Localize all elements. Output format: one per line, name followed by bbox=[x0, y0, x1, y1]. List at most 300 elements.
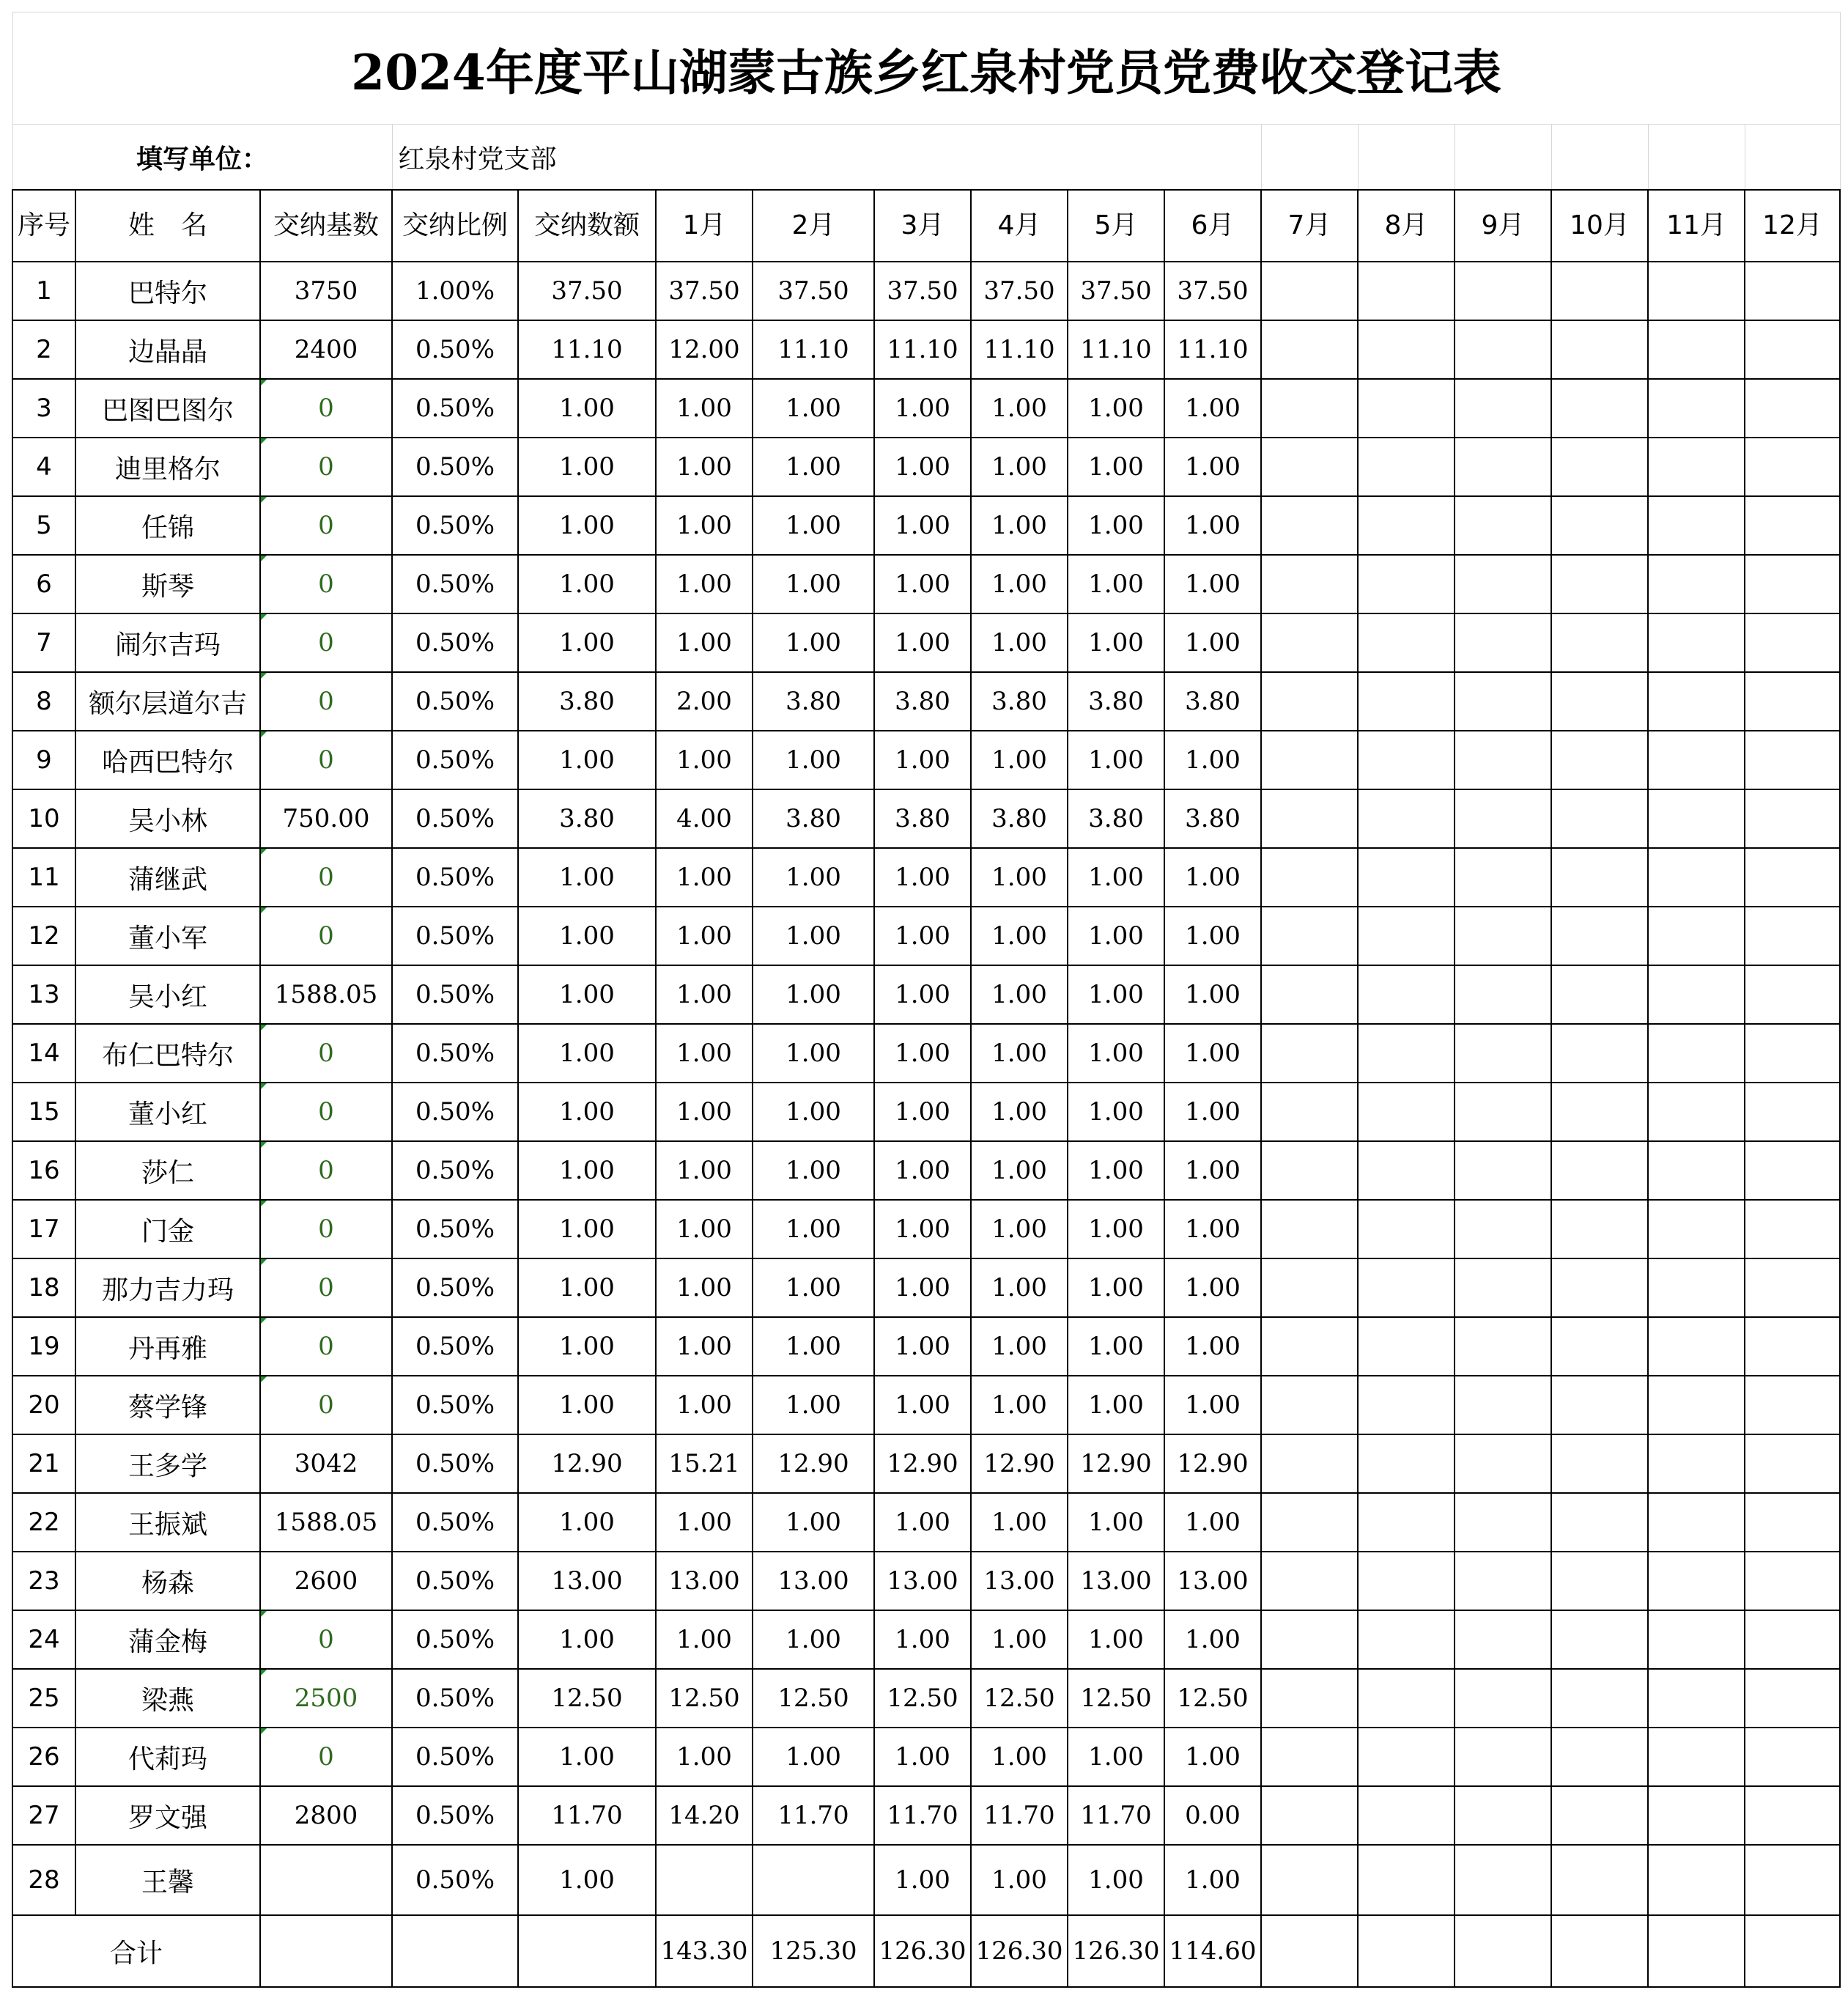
month-cell: 1.00 bbox=[1164, 613, 1261, 672]
empty-month-cell bbox=[1648, 1317, 1745, 1376]
month-cell: 11.70 bbox=[1068, 1786, 1164, 1845]
month-cell: 1.00 bbox=[1164, 1317, 1261, 1376]
base-cell: 0 bbox=[260, 1610, 392, 1669]
ratio-cell: 0.50% bbox=[392, 1728, 518, 1786]
name-cell: 闹尔吉玛 bbox=[75, 613, 260, 672]
month-cell: 1.00 bbox=[656, 1141, 753, 1200]
month-cell: 3.80 bbox=[874, 789, 971, 848]
month-cell: 1.00 bbox=[753, 555, 874, 613]
empty-month-cell bbox=[1551, 1317, 1648, 1376]
empty-month-cell bbox=[1455, 1915, 1551, 1987]
name-cell: 董小军 bbox=[75, 907, 260, 965]
month-cell: 1.00 bbox=[656, 438, 753, 496]
month-cell: 1.00 bbox=[656, 555, 753, 613]
table-row bbox=[12, 965, 1840, 1024]
month-cell: 1.00 bbox=[656, 907, 753, 965]
column-header: 3月 bbox=[874, 190, 971, 262]
month-cell: 1.00 bbox=[753, 907, 874, 965]
amount-cell: 3.80 bbox=[518, 789, 656, 848]
month-cell: 37.50 bbox=[656, 262, 753, 320]
empty-month-cell bbox=[1261, 1493, 1358, 1552]
column-header: 交纳基数 bbox=[260, 190, 392, 262]
month-cell: 1.00 bbox=[874, 907, 971, 965]
amount-cell: 12.50 bbox=[518, 1669, 656, 1728]
empty-month-cell bbox=[1261, 848, 1358, 907]
table-row bbox=[12, 1141, 1840, 1200]
name-cell: 王馨 bbox=[75, 1845, 260, 1915]
page-title: 2024年度平山湖蒙古族乡红泉村党员党费收交登记表 bbox=[12, 12, 1840, 125]
base-cell: 0 bbox=[260, 1258, 392, 1317]
month-cell: 1.00 bbox=[1068, 613, 1164, 672]
empty-month-cell bbox=[1261, 672, 1358, 731]
month-cell: 1.00 bbox=[971, 438, 1068, 496]
base-cell: 0 bbox=[260, 907, 392, 965]
name-cell: 迪里格尔 bbox=[75, 438, 260, 496]
month-cell: 1.00 bbox=[971, 1258, 1068, 1317]
empty-month-cell bbox=[1648, 731, 1745, 789]
month-cell: 12.50 bbox=[753, 1669, 874, 1728]
name-cell: 斯琴 bbox=[75, 555, 260, 613]
month-cell: 3.80 bbox=[1164, 789, 1261, 848]
empty-month-cell bbox=[1261, 1552, 1358, 1610]
empty-cell bbox=[1648, 125, 1745, 191]
total-label: 合计 bbox=[12, 1915, 260, 1987]
empty-month-cell bbox=[1358, 1610, 1455, 1669]
empty-month-cell bbox=[1551, 1258, 1648, 1317]
month-cell: 1.00 bbox=[656, 1024, 753, 1083]
month-cell: 1.00 bbox=[971, 1493, 1068, 1552]
empty-month-cell bbox=[1745, 1669, 1840, 1728]
empty-month-cell bbox=[1551, 379, 1648, 438]
month-cell: 1.00 bbox=[874, 1728, 971, 1786]
empty-cell bbox=[1455, 125, 1551, 191]
empty-month-cell bbox=[1358, 1376, 1455, 1434]
ratio-cell: 0.50% bbox=[392, 379, 518, 438]
empty-month-cell bbox=[1261, 1376, 1358, 1434]
month-cell: 1.00 bbox=[656, 1376, 753, 1434]
unit-label: 填写单位： bbox=[12, 125, 392, 191]
table-row bbox=[12, 1728, 1840, 1786]
table-row bbox=[12, 1552, 1840, 1610]
ratio-cell: 0.50% bbox=[392, 1141, 518, 1200]
empty-month-cell bbox=[1745, 496, 1840, 555]
base-cell: 0 bbox=[260, 1141, 392, 1200]
month-cell: 1.00 bbox=[1164, 731, 1261, 789]
month-cell: 1.00 bbox=[971, 1200, 1068, 1258]
empty-month-cell bbox=[1261, 1845, 1358, 1915]
table-row bbox=[12, 1200, 1840, 1258]
empty-month-cell bbox=[1455, 1317, 1551, 1376]
empty-month-cell bbox=[1358, 1552, 1455, 1610]
empty-month-cell bbox=[1455, 1786, 1551, 1845]
empty-month-cell bbox=[1358, 438, 1455, 496]
empty-month-cell bbox=[1261, 1317, 1358, 1376]
amount-cell: 1.00 bbox=[518, 1610, 656, 1669]
name-cell: 门金 bbox=[75, 1200, 260, 1258]
amount-cell: 1.00 bbox=[518, 379, 656, 438]
empty-cell bbox=[1745, 125, 1840, 191]
table-row bbox=[12, 1669, 1840, 1728]
month-cell: 1.00 bbox=[656, 379, 753, 438]
empty-month-cell bbox=[1551, 320, 1648, 379]
month-cell: 1.00 bbox=[971, 1083, 1068, 1141]
base-cell: 0 bbox=[260, 379, 392, 438]
total-row bbox=[12, 1915, 1840, 1987]
month-cell: 12.50 bbox=[874, 1669, 971, 1728]
month-cell: 1.00 bbox=[1068, 1610, 1164, 1669]
empty-month-cell bbox=[1745, 1610, 1840, 1669]
empty-month-cell bbox=[1745, 613, 1840, 672]
month-cell: 1.00 bbox=[656, 1258, 753, 1317]
column-header: 交纳数额 bbox=[518, 190, 656, 262]
month-cell: 1.00 bbox=[874, 1258, 971, 1317]
table-row bbox=[12, 1083, 1840, 1141]
month-cell: 1.00 bbox=[1164, 555, 1261, 613]
empty-month-cell bbox=[1261, 379, 1358, 438]
month-cell: 1.00 bbox=[874, 1376, 971, 1434]
empty-month-cell bbox=[1745, 1434, 1840, 1493]
month-cell: 1.00 bbox=[874, 1845, 971, 1915]
month-cell: 11.10 bbox=[753, 320, 874, 379]
base-cell: 0 bbox=[260, 672, 392, 731]
month-cell: 1.00 bbox=[753, 1610, 874, 1669]
month-cell: 11.10 bbox=[971, 320, 1068, 379]
empty-month-cell bbox=[1455, 1493, 1551, 1552]
month-cell: 1.00 bbox=[656, 1728, 753, 1786]
ratio-cell: 0.50% bbox=[392, 848, 518, 907]
empty-month-cell bbox=[1745, 320, 1840, 379]
empty-month-cell bbox=[1648, 438, 1745, 496]
ratio-cell: 0.50% bbox=[392, 1258, 518, 1317]
table-row bbox=[12, 320, 1840, 379]
month-cell: 1.00 bbox=[971, 1610, 1068, 1669]
month-cell: 1.00 bbox=[1164, 496, 1261, 555]
empty-month-cell bbox=[1551, 1083, 1648, 1141]
empty-month-cell bbox=[1551, 1493, 1648, 1552]
empty-month-cell bbox=[1745, 1786, 1840, 1845]
month-cell: 1.00 bbox=[656, 496, 753, 555]
month-cell: 1.00 bbox=[753, 731, 874, 789]
month-cell: 11.70 bbox=[971, 1786, 1068, 1845]
base-cell: 3750 bbox=[260, 262, 392, 320]
empty-month-cell bbox=[1455, 1434, 1551, 1493]
month-cell: 1.00 bbox=[656, 613, 753, 672]
empty-month-cell bbox=[1261, 496, 1358, 555]
month-cell: 4.00 bbox=[656, 789, 753, 848]
total-month-cell: 143.30 bbox=[656, 1915, 753, 1987]
empty-cell bbox=[518, 1915, 656, 1987]
month-cell: 1.00 bbox=[1164, 1141, 1261, 1200]
empty-month-cell bbox=[1455, 672, 1551, 731]
column-header: 序号 bbox=[12, 190, 75, 262]
month-cell: 1.00 bbox=[971, 1317, 1068, 1376]
empty-month-cell bbox=[1455, 262, 1551, 320]
empty-month-cell bbox=[1261, 907, 1358, 965]
month-cell: 12.90 bbox=[1068, 1434, 1164, 1493]
ratio-cell: 0.50% bbox=[392, 1083, 518, 1141]
empty-month-cell bbox=[1455, 731, 1551, 789]
amount-cell: 1.00 bbox=[518, 1317, 656, 1376]
month-cell: 1.00 bbox=[874, 1200, 971, 1258]
empty-month-cell bbox=[1648, 1728, 1745, 1786]
empty-month-cell bbox=[1648, 1200, 1745, 1258]
empty-month-cell bbox=[1358, 320, 1455, 379]
ratio-cell: 0.50% bbox=[392, 555, 518, 613]
empty-month-cell bbox=[1358, 1200, 1455, 1258]
name-cell: 莎仁 bbox=[75, 1141, 260, 1200]
month-cell: 1.00 bbox=[874, 1141, 971, 1200]
name-cell: 王多学 bbox=[75, 1434, 260, 1493]
month-cell: 1.00 bbox=[656, 1083, 753, 1141]
empty-month-cell bbox=[1551, 731, 1648, 789]
table-row bbox=[12, 907, 1840, 965]
table-row bbox=[12, 848, 1840, 907]
month-cell: 1.00 bbox=[971, 379, 1068, 438]
month-cell: 1.00 bbox=[753, 1493, 874, 1552]
empty-month-cell bbox=[1358, 1786, 1455, 1845]
empty-month-cell bbox=[1455, 1141, 1551, 1200]
empty-month-cell bbox=[1455, 1258, 1551, 1317]
empty-month-cell bbox=[1261, 1434, 1358, 1493]
seq-cell: 18 bbox=[12, 1258, 75, 1317]
seq-cell: 4 bbox=[12, 438, 75, 496]
empty-month-cell bbox=[1648, 262, 1745, 320]
month-cell: 1.00 bbox=[1068, 496, 1164, 555]
empty-month-cell bbox=[1261, 965, 1358, 1024]
month-cell: 12.50 bbox=[656, 1669, 753, 1728]
month-cell: 1.00 bbox=[1164, 1258, 1261, 1317]
empty-month-cell bbox=[1648, 1434, 1745, 1493]
empty-month-cell bbox=[1745, 1141, 1840, 1200]
name-cell: 梁燕 bbox=[75, 1669, 260, 1728]
empty-month-cell bbox=[1358, 613, 1455, 672]
seq-cell: 19 bbox=[12, 1317, 75, 1376]
seq-cell: 7 bbox=[12, 613, 75, 672]
month-cell: 1.00 bbox=[656, 965, 753, 1024]
empty-month-cell bbox=[1745, 1845, 1840, 1915]
amount-cell: 1.00 bbox=[518, 613, 656, 672]
name-cell: 罗文强 bbox=[75, 1786, 260, 1845]
month-cell: 1.00 bbox=[753, 496, 874, 555]
empty-month-cell bbox=[1358, 1669, 1455, 1728]
base-cell: 0 bbox=[260, 496, 392, 555]
empty-month-cell bbox=[1648, 1083, 1745, 1141]
month-cell: 12.90 bbox=[971, 1434, 1068, 1493]
empty-month-cell bbox=[1261, 731, 1358, 789]
table-row bbox=[12, 1845, 1840, 1915]
month-cell: 3.80 bbox=[971, 789, 1068, 848]
month-cell: 1.00 bbox=[874, 965, 971, 1024]
empty-month-cell bbox=[1455, 438, 1551, 496]
seq-cell: 27 bbox=[12, 1786, 75, 1845]
empty-month-cell bbox=[1551, 1200, 1648, 1258]
name-cell: 蒲继武 bbox=[75, 848, 260, 907]
month-cell: 1.00 bbox=[753, 1083, 874, 1141]
empty-month-cell bbox=[1551, 1141, 1648, 1200]
empty-month-cell bbox=[1455, 379, 1551, 438]
month-cell: 13.00 bbox=[874, 1552, 971, 1610]
month-cell: 3.80 bbox=[753, 672, 874, 731]
empty-month-cell bbox=[1648, 1915, 1745, 1987]
ratio-cell: 0.50% bbox=[392, 1552, 518, 1610]
total-month-cell: 126.30 bbox=[971, 1915, 1068, 1987]
seq-cell: 25 bbox=[12, 1669, 75, 1728]
name-cell: 布仁巴特尔 bbox=[75, 1024, 260, 1083]
month-cell: 1.00 bbox=[971, 731, 1068, 789]
month-cell: 1.00 bbox=[1164, 1024, 1261, 1083]
amount-cell: 1.00 bbox=[518, 1258, 656, 1317]
column-header: 4月 bbox=[971, 190, 1068, 262]
empty-month-cell bbox=[1455, 1610, 1551, 1669]
month-cell: 1.00 bbox=[1164, 438, 1261, 496]
month-cell: 11.70 bbox=[874, 1786, 971, 1845]
empty-month-cell bbox=[1551, 1845, 1648, 1915]
empty-month-cell bbox=[1261, 1024, 1358, 1083]
ledger-sheet bbox=[12, 12, 1841, 1988]
ratio-cell: 0.50% bbox=[392, 1317, 518, 1376]
empty-month-cell bbox=[1261, 1786, 1358, 1845]
empty-month-cell bbox=[1455, 555, 1551, 613]
amount-cell: 37.50 bbox=[518, 262, 656, 320]
ratio-cell: 0.50% bbox=[392, 438, 518, 496]
month-cell: 1.00 bbox=[874, 613, 971, 672]
empty-cell bbox=[1551, 125, 1648, 191]
empty-month-cell bbox=[1455, 789, 1551, 848]
empty-month-cell bbox=[1648, 1376, 1745, 1434]
empty-month-cell bbox=[1648, 848, 1745, 907]
column-header: 8月 bbox=[1358, 190, 1455, 262]
empty-month-cell bbox=[1551, 1434, 1648, 1493]
base-cell: 1588.05 bbox=[260, 965, 392, 1024]
month-cell: 1.00 bbox=[1164, 1845, 1261, 1915]
empty-month-cell bbox=[1745, 789, 1840, 848]
ratio-cell: 0.50% bbox=[392, 731, 518, 789]
empty-month-cell bbox=[1551, 965, 1648, 1024]
month-cell: 1.00 bbox=[1164, 1083, 1261, 1141]
base-cell: 2400 bbox=[260, 320, 392, 379]
seq-cell: 2 bbox=[12, 320, 75, 379]
total-month-cell: 126.30 bbox=[1068, 1915, 1164, 1987]
amount-cell: 11.10 bbox=[518, 320, 656, 379]
table-row bbox=[12, 1024, 1840, 1083]
empty-month-cell bbox=[1358, 379, 1455, 438]
empty-month-cell bbox=[1261, 438, 1358, 496]
name-cell: 王振斌 bbox=[75, 1493, 260, 1552]
month-cell: 1.00 bbox=[753, 1200, 874, 1258]
empty-month-cell bbox=[1648, 1141, 1745, 1200]
seq-cell: 11 bbox=[12, 848, 75, 907]
empty-month-cell bbox=[1551, 496, 1648, 555]
month-cell: 1.00 bbox=[753, 379, 874, 438]
name-cell: 杨森 bbox=[75, 1552, 260, 1610]
month-cell: 37.50 bbox=[1164, 262, 1261, 320]
month-cell: 1.00 bbox=[753, 1024, 874, 1083]
table-row bbox=[12, 1317, 1840, 1376]
empty-month-cell bbox=[1358, 672, 1455, 731]
amount-cell: 1.00 bbox=[518, 1376, 656, 1434]
name-cell: 巴图巴图尔 bbox=[75, 379, 260, 438]
empty-month-cell bbox=[1745, 1258, 1840, 1317]
month-cell: 1.00 bbox=[753, 1141, 874, 1200]
seq-cell: 9 bbox=[12, 731, 75, 789]
empty-month-cell bbox=[1648, 1258, 1745, 1317]
empty-month-cell bbox=[1358, 1141, 1455, 1200]
amount-cell: 11.70 bbox=[518, 1786, 656, 1845]
base-cell: 2600 bbox=[260, 1552, 392, 1610]
ratio-cell: 0.50% bbox=[392, 1669, 518, 1728]
empty-month-cell bbox=[1648, 1669, 1745, 1728]
month-cell: 1.00 bbox=[753, 1728, 874, 1786]
amount-cell: 1.00 bbox=[518, 1845, 656, 1915]
month-cell: 1.00 bbox=[1068, 1493, 1164, 1552]
seq-cell: 21 bbox=[12, 1434, 75, 1493]
base-cell: 0 bbox=[260, 1200, 392, 1258]
empty-cell bbox=[260, 1915, 392, 1987]
empty-month-cell bbox=[1745, 1728, 1840, 1786]
month-cell: 12.90 bbox=[874, 1434, 971, 1493]
month-cell: 1.00 bbox=[1164, 1493, 1261, 1552]
empty-month-cell bbox=[1358, 1317, 1455, 1376]
empty-month-cell bbox=[1455, 1376, 1551, 1434]
month-cell: 1.00 bbox=[1164, 907, 1261, 965]
empty-month-cell bbox=[1358, 262, 1455, 320]
month-cell: 1.00 bbox=[1164, 1610, 1261, 1669]
month-cell: 1.00 bbox=[1068, 1141, 1164, 1200]
empty-month-cell bbox=[1455, 1845, 1551, 1915]
column-header: 6月 bbox=[1164, 190, 1261, 262]
month-cell: 1.00 bbox=[1068, 1024, 1164, 1083]
table-row bbox=[12, 672, 1840, 731]
empty-month-cell bbox=[1261, 1610, 1358, 1669]
name-cell: 巴特尔 bbox=[75, 262, 260, 320]
empty-month-cell bbox=[1551, 1669, 1648, 1728]
base-cell: 2500 bbox=[260, 1669, 392, 1728]
name-cell: 代莉玛 bbox=[75, 1728, 260, 1786]
column-header: 1月 bbox=[656, 190, 753, 262]
month-cell: 37.50 bbox=[1068, 262, 1164, 320]
base-cell: 0 bbox=[260, 555, 392, 613]
table-row bbox=[12, 1258, 1840, 1317]
month-cell: 1.00 bbox=[1068, 731, 1164, 789]
empty-month-cell bbox=[1551, 555, 1648, 613]
ratio-cell: 0.50% bbox=[392, 320, 518, 379]
name-cell: 蔡学锋 bbox=[75, 1376, 260, 1434]
seq-cell: 6 bbox=[12, 555, 75, 613]
seq-cell: 20 bbox=[12, 1376, 75, 1434]
table-row bbox=[12, 379, 1840, 438]
empty-month-cell bbox=[1358, 496, 1455, 555]
empty-month-cell bbox=[1455, 1552, 1551, 1610]
base-cell: 0 bbox=[260, 1376, 392, 1434]
seq-cell: 14 bbox=[12, 1024, 75, 1083]
table-row bbox=[12, 1610, 1840, 1669]
month-cell: 12.90 bbox=[753, 1434, 874, 1493]
empty-month-cell bbox=[1358, 965, 1455, 1024]
empty-month-cell bbox=[1261, 1141, 1358, 1200]
ratio-cell: 0.50% bbox=[392, 1376, 518, 1434]
empty-month-cell bbox=[1358, 1915, 1455, 1987]
base-cell: 0 bbox=[260, 848, 392, 907]
table-row bbox=[12, 613, 1840, 672]
empty-cell bbox=[392, 1915, 518, 1987]
amount-cell: 1.00 bbox=[518, 1141, 656, 1200]
empty-month-cell bbox=[1358, 731, 1455, 789]
month-cell: 1.00 bbox=[971, 1376, 1068, 1434]
month-cell: 11.70 bbox=[753, 1786, 874, 1845]
empty-month-cell bbox=[1358, 1434, 1455, 1493]
month-cell: 1.00 bbox=[874, 379, 971, 438]
ratio-cell: 0.50% bbox=[392, 672, 518, 731]
